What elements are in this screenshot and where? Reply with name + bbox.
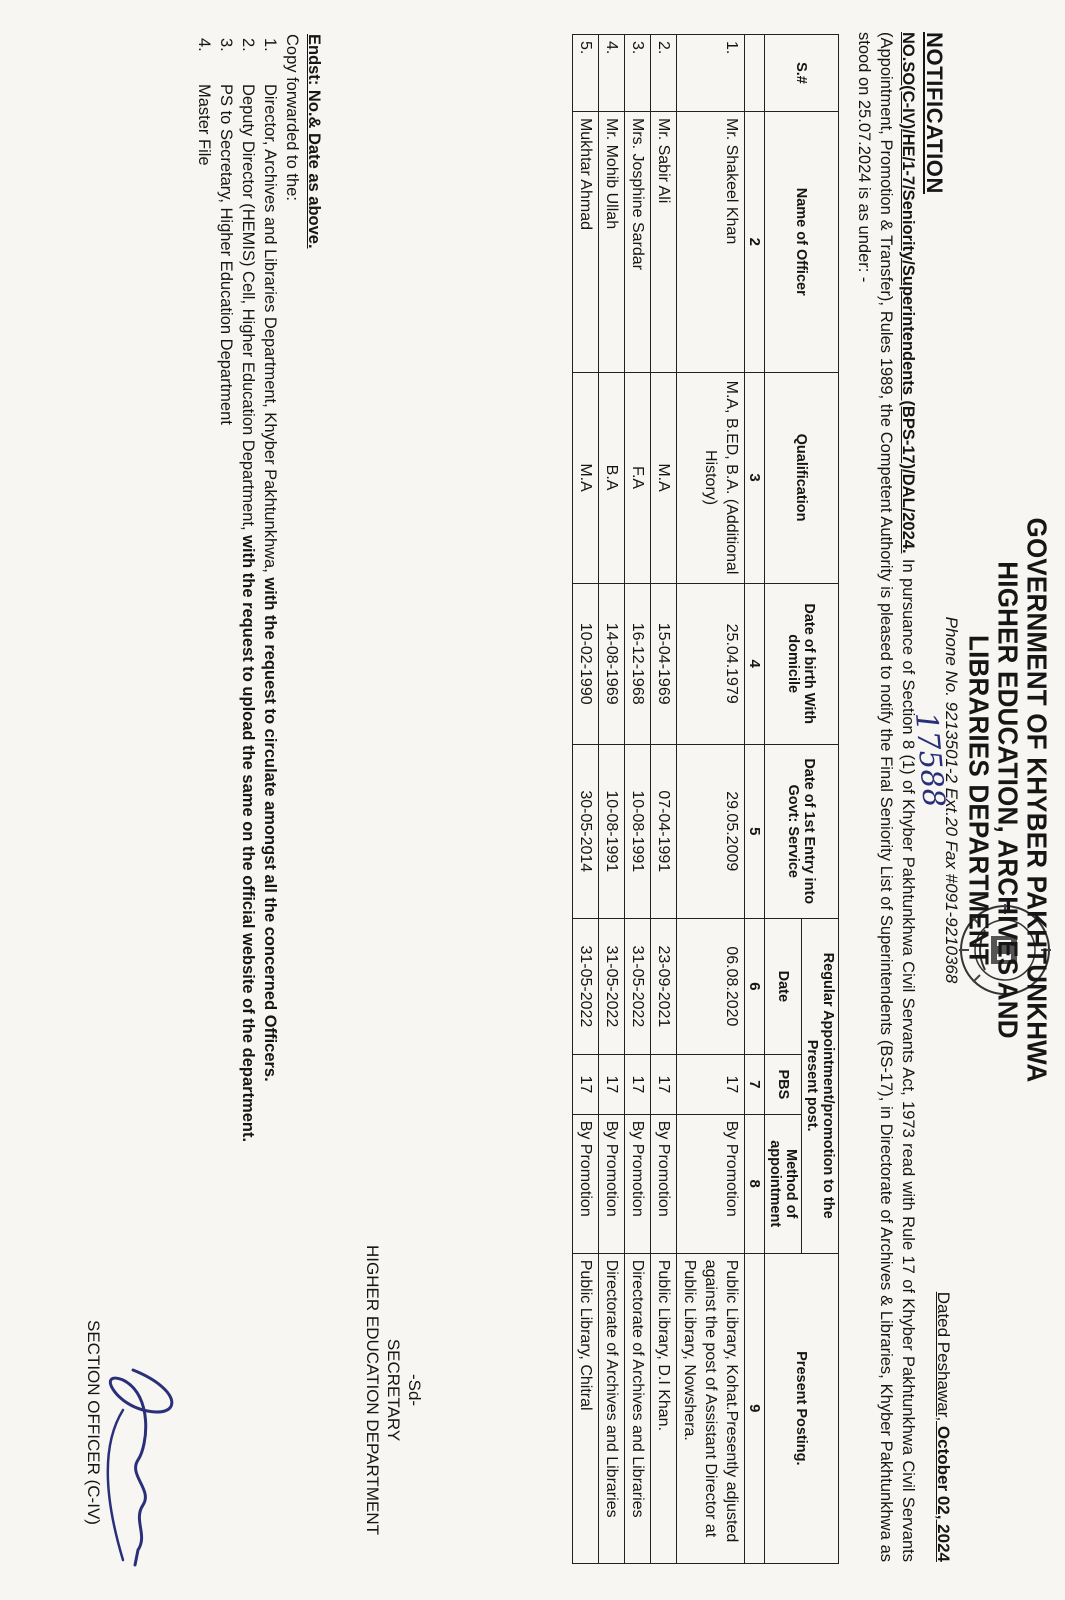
dated-line <box>933 1292 953 1562</box>
item-bold: with the request to upload the same on the official website of the department. <box>239 535 257 1143</box>
cell-posting: Public Library, D.I Khan. <box>651 1253 677 1563</box>
col-number: 2 <box>745 111 765 372</box>
cell-date: 23-09-2021 <box>651 918 677 1055</box>
col-number: 8 <box>745 1114 765 1253</box>
col-number: 9 <box>745 1253 765 1563</box>
cell-sno: 1. <box>677 35 745 112</box>
cell-posting: Public Library, Kohat.Presently adjusted against the post of Assistant Director at Public Library, Nowshera. <box>677 1253 745 1563</box>
cell-dob: 16-12-1968 <box>625 583 651 744</box>
endorsement-title: Endst: No.& Date as above. <box>305 34 323 249</box>
header-posting: Present Posting. <box>765 1253 839 1563</box>
cell-method: By Promotion <box>625 1114 651 1253</box>
secretary-dept: HIGHER EDUCATION DEPARTMENT <box>363 1245 382 1535</box>
cell-dob: 10-02-1990 <box>573 583 599 744</box>
header-entry: Date of 1st Entry into Govt: Service <box>765 744 839 918</box>
cell-qualification: B.A <box>599 372 625 583</box>
letterhead-line-2: HIGHER EDUCATION, ARCHIVES AND <box>992 561 1024 1039</box>
cell-name: Mr. Shakeel Khan <box>677 111 745 372</box>
col-number: 7 <box>745 1055 765 1115</box>
cell-pbs: 17 <box>651 1055 677 1115</box>
endorsement-intro: Copy forwarded to the: <box>283 34 301 201</box>
cell-name: Mr. Mohib Ullah <box>599 111 625 372</box>
col-number: 6 <box>745 918 765 1055</box>
item-number: 2. <box>239 38 257 52</box>
notification-reference: NO.SO(C-IV)/HE/1-7/Seniority/Superintendents (BPS-17)/DAL/2024. <box>899 32 917 554</box>
endorsement <box>193 34 325 1564</box>
cell-sno: 2. <box>651 35 677 112</box>
cell-posting: Public Library, Chitral <box>573 1253 599 1563</box>
cell-method: By Promotion <box>677 1114 745 1253</box>
cell-posting: Directorate of Archives and Libraries <box>599 1253 625 1563</box>
item-text: Master File <box>195 84 213 166</box>
table-row <box>599 35 625 1564</box>
dated-prefix: Dated Peshawar, <box>934 1291 953 1426</box>
letterhead-line-1: GOVERNMENT OF KHYBER PAKHTUNKHWA <box>1021 517 1053 1083</box>
cell-entry: 10-08-1991 <box>599 744 625 918</box>
notification-title: NOTIFICATION <box>922 32 947 194</box>
col-number: 5 <box>745 744 765 918</box>
cell-pbs: 17 <box>599 1055 625 1115</box>
endorsement-item <box>215 34 237 1564</box>
header-pbs: PBS <box>765 1055 802 1115</box>
handwritten-number: 17588 <box>907 710 952 809</box>
cell-method: By Promotion <box>599 1114 625 1253</box>
cell-qualification: F.A <box>625 372 651 583</box>
endorsement-item <box>193 34 215 1564</box>
cell-date: 31-05-2022 <box>625 918 651 1055</box>
cell-sno: 5. <box>573 35 599 112</box>
dated-date: October 02, 2024 <box>934 1425 953 1562</box>
header-date: Date <box>765 918 802 1055</box>
cell-name: Mrs. Josphine Sardar <box>625 111 651 372</box>
cell-name: Mukhtar Ahmad <box>573 111 599 372</box>
section-officer: SECTION OFFICER (C-IV) <box>84 1320 103 1525</box>
header-qualification: Qualification <box>765 372 839 583</box>
seniority-table <box>572 34 839 1564</box>
header-dob: Date of birth With domicile <box>765 583 839 744</box>
item-text: Deputy Director (HEMIS) Cell, Higher Education Department, <box>239 84 257 536</box>
cell-date: 31-05-2022 <box>599 918 625 1055</box>
letterhead-line-3: LIBRARIES DEPARTMENT <box>963 635 995 965</box>
cell-qualification: M.A, B.ED, B.A. (Additional History) <box>677 372 745 583</box>
header-regular-group: Regular Appointment/promotion to the Present post. <box>802 918 839 1253</box>
table-row <box>677 35 745 1564</box>
item-number: 1. <box>261 38 279 52</box>
sd-mark: -Sd- <box>405 1373 424 1407</box>
cell-sno: 3. <box>625 35 651 112</box>
table-row <box>573 35 599 1564</box>
item-number: 4. <box>195 38 213 52</box>
cell-pbs: 17 <box>677 1055 745 1115</box>
header-name: Name of Officer <box>765 111 839 372</box>
item-bold: with the request to circulate amongst all the concerned Officers. <box>261 577 279 1082</box>
header-method: Method of appointment <box>765 1114 802 1253</box>
item-number: 3. <box>217 38 235 52</box>
table-row <box>625 35 651 1564</box>
cell-name: Mr. Sabir Ali <box>651 111 677 372</box>
cell-dob: 14-08-1969 <box>599 583 625 744</box>
col-number <box>745 35 765 112</box>
col-number: 4 <box>745 583 765 744</box>
cell-entry: 10-08-1991 <box>625 744 651 918</box>
letterhead <box>940 300 1051 1300</box>
secretary-title: SECRETARY <box>384 1338 403 1442</box>
cell-sno: 4. <box>599 35 625 112</box>
item-text: PS to Secretary, Higher Education Department <box>217 84 235 425</box>
col-number: 3 <box>745 372 765 583</box>
cell-entry: 07-04-1991 <box>651 744 677 918</box>
cell-qualification: M.A <box>651 372 677 583</box>
cell-entry: 29.05.2009 <box>677 744 745 918</box>
cell-date: 31-05-2022 <box>573 918 599 1055</box>
cell-pbs: 17 <box>625 1055 651 1115</box>
endorsement-item <box>259 34 281 1564</box>
cell-date: 06.08.2020 <box>677 918 745 1055</box>
item-text: Director, Archives and Libraries Department, Khyber Pakhtunkhwa, <box>261 84 279 578</box>
letterhead-phone: Phone No. 9213501-2 Ext.20 Fax #091-9210368 <box>942 616 961 984</box>
notification-text: In pursuance of Section 8 (1) of Khyber Pakhtunkhwa Civil Servants Act, 1973 read with Rule 17 of Khyber Pakhtunkhwa Civil Servants (Appointment, Promotion & Transfer), Rules 1989, the Competent Authority is pleased to notify the Final Seniority List of Superintendents (BS-17), in Directorate of Archives & Libraries, Khyber Pakhtunkhwa as stood on 25.07.2024 is as under: - <box>855 32 917 1562</box>
table-row <box>651 35 677 1564</box>
secretary-signature-block <box>362 1220 425 1560</box>
cell-dob: 15-04-1969 <box>651 583 677 744</box>
cell-posting: Directorate of Archives and Libraries <box>625 1253 651 1563</box>
cell-qualification: M.A <box>573 372 599 583</box>
cell-method: By Promotion <box>573 1114 599 1253</box>
notification-preamble <box>853 32 919 1562</box>
header-sno: S.# <box>765 35 839 112</box>
cell-method: By Promotion <box>651 1114 677 1253</box>
cell-pbs: 17 <box>573 1055 599 1115</box>
cell-dob: 25.04.1979 <box>677 583 745 744</box>
table-body <box>573 35 745 1564</box>
endorsement-item <box>237 34 259 1564</box>
cell-entry: 30-05-2014 <box>573 744 599 918</box>
